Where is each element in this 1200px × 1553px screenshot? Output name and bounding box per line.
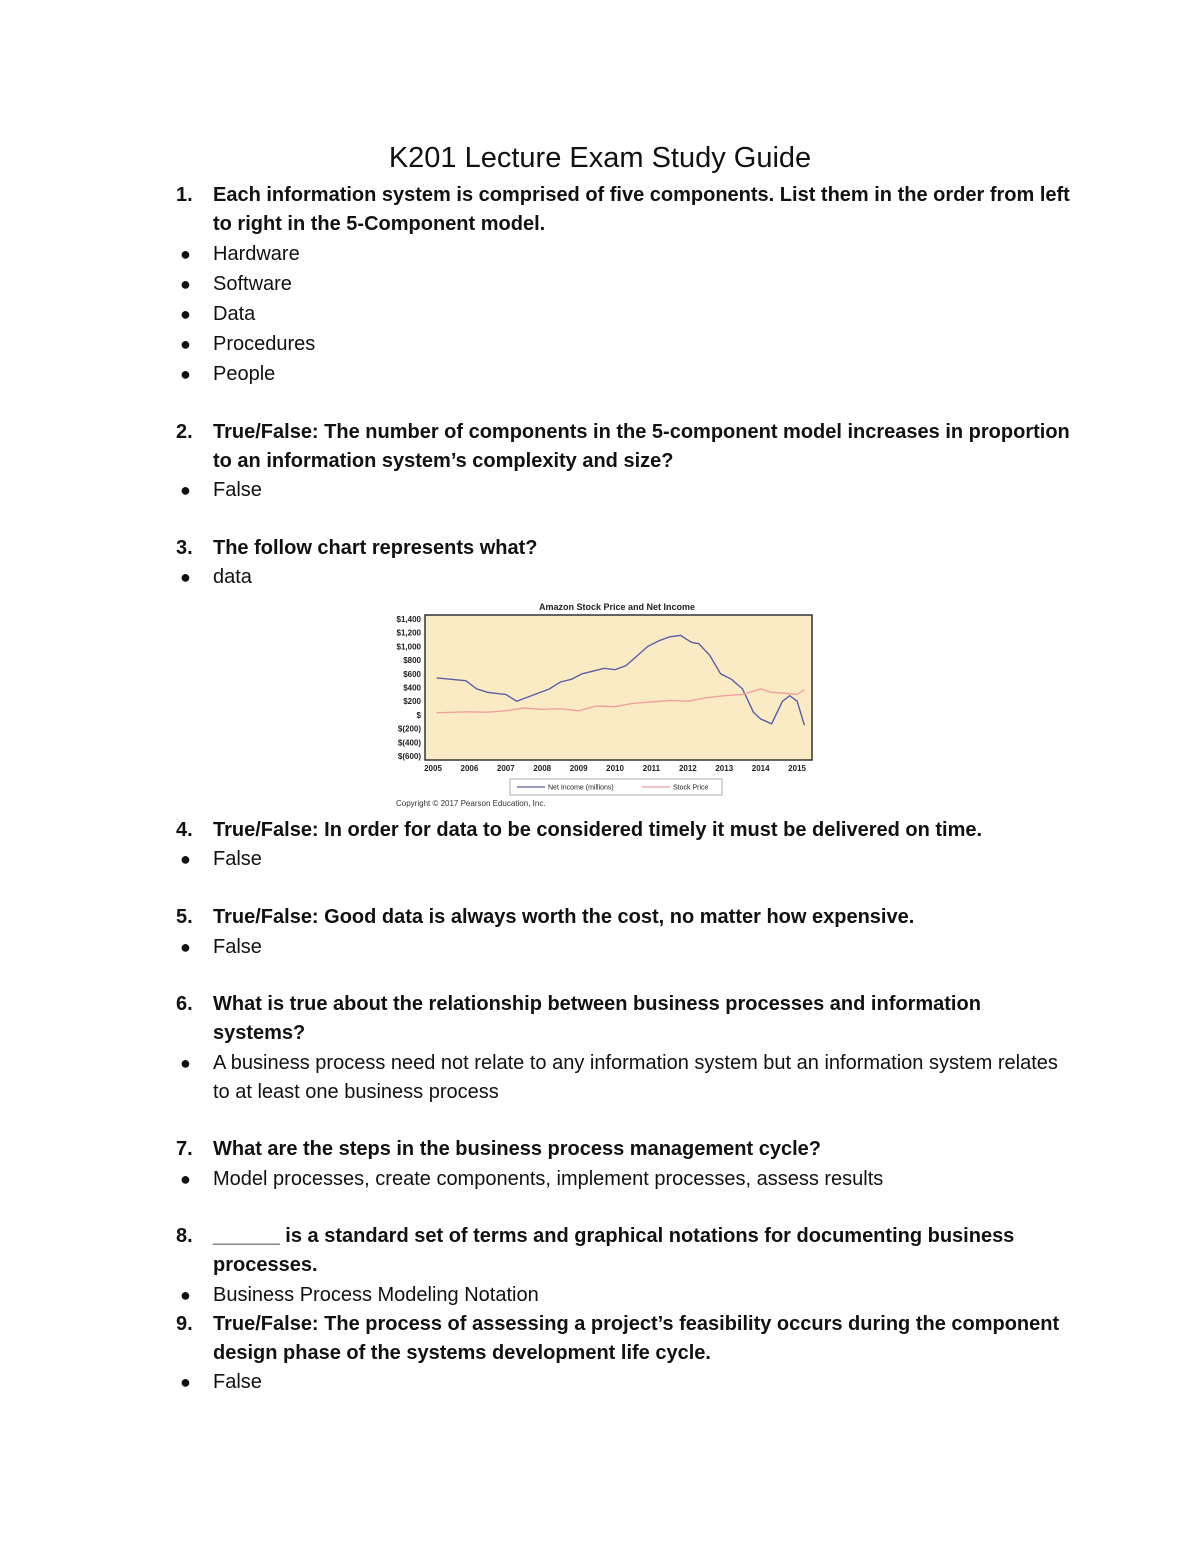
answer-item: ● A business process need not relate to any information system but an information system relates to at least one business process <box>176 1049 1076 1107</box>
question-7 <box>176 1135 1076 1164</box>
y-tick-label: $200 <box>403 697 421 707</box>
x-tick-label: 2010 <box>606 764 624 773</box>
question-text: The follow chart represents what? <box>213 537 538 559</box>
question-number: 4. <box>176 819 193 841</box>
answer-item: ● Business Process Modeling Notation <box>176 1281 1076 1310</box>
bullet-icon: ● <box>180 244 191 264</box>
question-text: True/False: The number of components in the 5-component model increases in proportion to an information system’s complexity and size? <box>213 421 1070 472</box>
bullet-icon: ● <box>180 849 191 869</box>
x-tick-label: 2012 <box>678 764 697 773</box>
question-number: 6. <box>176 993 193 1015</box>
bullet-icon: ● <box>180 1285 191 1305</box>
question-text: What is true about the relationship between business processes and information systems? <box>213 993 981 1044</box>
x-tick-label: 2006 <box>460 764 479 773</box>
bullet-icon: ● <box>180 1372 191 1392</box>
legend-label-net-income: Net Income (millions) <box>548 784 614 792</box>
x-tick-label: 2008 <box>533 764 552 773</box>
question-number: 7. <box>176 1138 193 1160</box>
page-title: K201 Lecture Exam Study Guide <box>388 142 812 174</box>
answer-item: ● Procedures <box>176 330 1076 359</box>
y-tick-label: $1,400 <box>396 615 421 624</box>
bullet-icon: ● <box>180 334 191 354</box>
question-text: ______ is a standard set of terms and graphical notations for documenting business processes. <box>213 1225 1015 1276</box>
y-tick-label: $(200) <box>397 724 421 734</box>
question-text: What are the steps in the business process management cycle? <box>213 1138 821 1160</box>
question-4 <box>176 816 1076 845</box>
question-number: 3. <box>176 537 193 559</box>
plot-area <box>425 615 812 760</box>
bullet-icon: ● <box>180 274 191 294</box>
answer-item: ● data <box>176 563 1076 592</box>
y-tick-label: $1,200 <box>396 628 421 638</box>
x-tick-label: 2011 <box>642 764 661 773</box>
y-tick-label: $400 <box>403 683 421 693</box>
answer-item: ● False <box>176 845 1076 874</box>
question-text: True/False: The process of assessing a project’s feasibility occurs during the component design phase of the systems development life cycle. <box>213 1313 1060 1364</box>
answer-item: ● False <box>176 1368 1076 1397</box>
question-number: 8. <box>176 1225 193 1247</box>
bullet-icon: ● <box>180 364 191 384</box>
y-tick-label: $ <box>416 710 421 720</box>
question-8 <box>176 1222 1076 1280</box>
question-6 <box>176 990 1076 1048</box>
x-tick-label: 2007 <box>496 764 515 773</box>
question-3 <box>176 534 1076 563</box>
x-tick-label: 2005 <box>424 764 442 773</box>
answer-item: ● Data <box>176 300 1076 329</box>
question-number: 9. <box>176 1313 193 1335</box>
answer-item: ● Hardware <box>176 240 1076 269</box>
bullet-icon: ● <box>180 567 191 587</box>
y-tick-label: $800 <box>403 656 421 666</box>
y-tick-label: $1,000 <box>396 642 421 652</box>
question-number: 2. <box>176 421 193 443</box>
legend-label-stock-price: Stock Price <box>673 784 709 792</box>
answer-item: ● False <box>176 933 1076 962</box>
answer-item: ● Software <box>176 270 1076 299</box>
answer-item: ● Model processes, create components, implement processes, assess results <box>176 1165 1076 1194</box>
chart-title: Amazon Stock Price and Net Income <box>538 602 696 612</box>
x-tick-label: 2014 <box>751 764 770 773</box>
bullet-icon: ● <box>180 937 191 957</box>
question-number: 1. <box>176 184 193 206</box>
answer-item: ● False <box>176 476 1076 505</box>
bullet-icon: ● <box>180 1053 191 1073</box>
y-tick-label: $(400) <box>397 738 421 748</box>
question-9 <box>176 1310 1076 1368</box>
x-tick-label: 2015 <box>788 764 806 773</box>
question-1 <box>176 181 1076 239</box>
question-text: True/False: In order for data to be considered timely it must be delivered on time. <box>213 819 983 841</box>
x-tick-label: 2009 <box>569 764 588 773</box>
question-5 <box>176 903 1076 932</box>
question-text: True/False: Good data is always worth the cost, no matter how expensive. <box>213 906 915 928</box>
x-tick-label: 2013 <box>715 764 734 773</box>
answer-item: ● People <box>176 360 1076 389</box>
y-tick-label: $600 <box>403 669 421 679</box>
question-number: 5. <box>176 906 193 928</box>
question-2 <box>176 418 1076 476</box>
bullet-icon: ● <box>180 480 191 500</box>
bullet-icon: ● <box>180 1169 191 1189</box>
question-text: Each information system is comprised of five components. List them in the order from left to right in the 5-Component model. <box>213 184 1070 235</box>
amazon-chart <box>380 598 830 813</box>
y-tick-label: $(600) <box>397 752 421 761</box>
bullet-icon: ● <box>180 304 191 324</box>
chart-copyright: Copyright © 2017 Pearson Education, Inc. <box>396 799 546 808</box>
